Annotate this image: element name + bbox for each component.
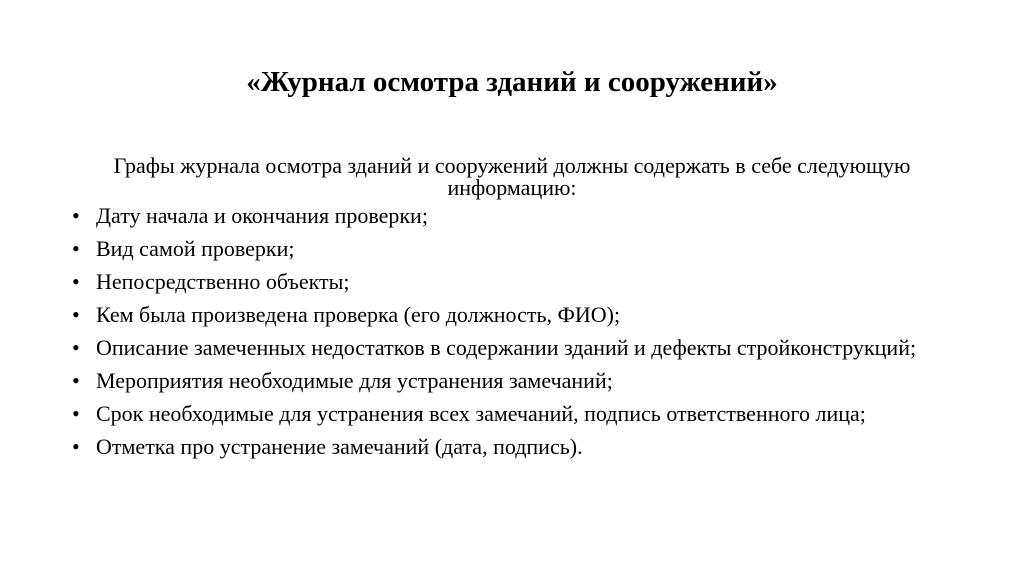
list-item-text: Кем была произведена проверка (его должность, ФИО);	[96, 302, 621, 327]
list-item	[72, 205, 962, 227]
list-item	[72, 403, 962, 425]
list-item-text: Непосредственно объекты;	[96, 269, 350, 294]
bullet-icon: •	[72, 269, 80, 294]
bullet-icon: •	[72, 236, 80, 261]
list-item	[72, 436, 962, 458]
intro-text: Графы журнала осмотра зданий и сооружений должны содержать в себе следующую информацию:	[113, 153, 911, 200]
list-item	[72, 271, 962, 293]
bullet-icon: •	[72, 335, 80, 360]
list-item-text: Мероприятия необходимые для устранения замечаний;	[96, 368, 613, 393]
list-item	[72, 304, 962, 326]
slide-title: «Журнал осмотра зданий и сооружений»	[246, 66, 778, 98]
list-item-text: Описание замеченных недостатков в содержании зданий и дефекты стройконструкций;	[96, 335, 917, 360]
info-list	[72, 205, 962, 469]
bullet-icon: •	[72, 368, 80, 393]
list-item	[72, 370, 962, 392]
bullet-icon: •	[72, 203, 80, 228]
list-item-text: Дату начала и окончания проверки;	[96, 203, 428, 228]
list-item-text: Срок необходимые для устранения всех замечаний, подпись ответственного лица;	[96, 401, 866, 426]
list-item-text: Вид самой проверки;	[96, 236, 295, 261]
list-item	[72, 238, 962, 260]
bullet-icon: •	[72, 302, 80, 327]
list-item	[72, 337, 962, 359]
bullet-icon: •	[72, 401, 80, 426]
bullet-icon: •	[72, 434, 80, 459]
list-item-text: Отметка про устранение замечаний (дата, подпись).	[96, 434, 583, 459]
